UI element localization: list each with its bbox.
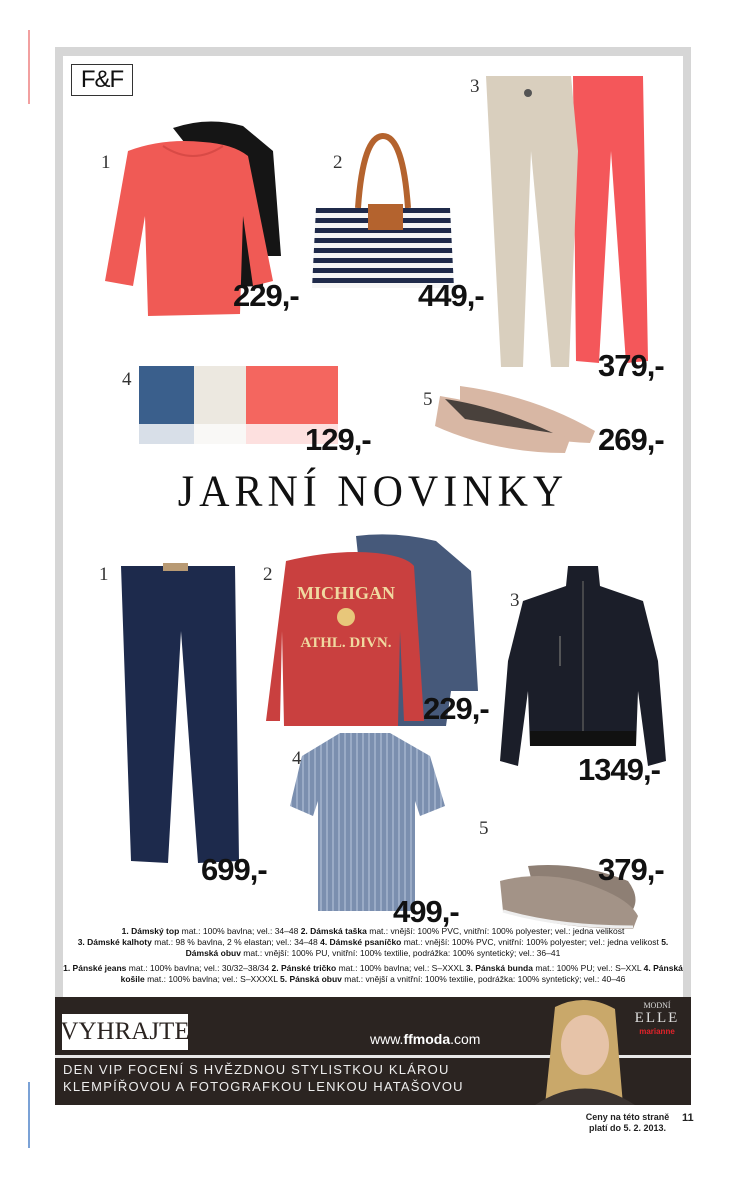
item-number: 3 bbox=[510, 590, 520, 611]
partner-logos: MODNÍ ELLE marianne bbox=[634, 1001, 680, 1036]
svg-text:MICHIGAN: MICHIGAN bbox=[297, 583, 395, 603]
mens-product-specs: 1. Pánské jeans mat.: 100% bavlna; vel.: 30/32–38/34 2. Pánské tričko mat.: 100% bavlna; vel.: S–XXXL 3. Pánská bunda mat.: 100% PU; vel.: S–XXL 4. Pánská košile mat.: 100% bavlna; vel.: S–XXXXL 5. Pánská obuv mat.: vnější a vnitřní: 100% textilie, podrážka: 100% syntetický; vel.: 40–46 bbox=[63, 963, 683, 984]
catalog-page bbox=[55, 47, 691, 1105]
section-headline: JARNÍ NOVINKY bbox=[177, 467, 569, 517]
price-tag: 129,- bbox=[305, 422, 371, 457]
item-number: 2 bbox=[333, 152, 343, 173]
item-number: 1 bbox=[101, 152, 111, 173]
item-number: 1 bbox=[99, 564, 109, 585]
promo-banner[interactable] bbox=[55, 997, 691, 1105]
validity-note: Ceny na této straně platí do 5. 2. 2013. bbox=[585, 1112, 670, 1133]
item-number: 2 bbox=[263, 564, 273, 585]
product-image-womens-shoes[interactable] bbox=[435, 381, 600, 461]
price-tag: 269,- bbox=[598, 422, 664, 457]
brand-logo: F&F bbox=[71, 64, 133, 96]
price-tag: 229,- bbox=[233, 278, 299, 313]
win-label: VYHRAJTE bbox=[62, 1014, 188, 1050]
price-tag: 229,- bbox=[423, 691, 489, 726]
womens-product-specs: 1. Dámský top mat.: 100% bavlna; vel.: 34–48 2. Dámská taška mat.: vnější: 100% PVC, vnitřní: 100% polyester; vel.: jedna velikost 3. Dámské kalhoty mat.: 98 % bavlna, 2 % elastan; vel.: 34–48 4. Dámské psaníčko mat.: vnější: 100% PVC, vnitřní: 100% polyester; vel.: jedna velikost 5. Dámská obuv mat.: vnější: 100% PU, vnitřní: 100% textilie, podrážka: 100% syntetický; vel.: 36–41 bbox=[77, 926, 669, 958]
price-tag: 379,- bbox=[598, 348, 664, 383]
item-number: 5 bbox=[479, 818, 489, 839]
product-area bbox=[63, 56, 683, 997]
svg-text:ATHL. DIVN.: ATHL. DIVN. bbox=[300, 635, 392, 651]
product-image-mens-shirt[interactable] bbox=[290, 731, 445, 916]
price-tag: 499,- bbox=[393, 894, 459, 929]
item-number: 4 bbox=[122, 369, 132, 390]
banner-description: DEN VIP FOCENÍ S HVĚZDNOU STYLISTKOU KLÁROU KLEMPÍŘOVOU A FOTOGRAFKOU LENKOU HATAŠOVOU bbox=[63, 1062, 464, 1094]
item-number: 3 bbox=[470, 76, 480, 97]
product-image-womens-bag[interactable] bbox=[308, 128, 458, 298]
item-number: 5 bbox=[423, 389, 433, 410]
product-image-womens-trousers[interactable] bbox=[481, 71, 656, 371]
margin-marker-bottom bbox=[28, 1082, 30, 1148]
price-tag: 699,- bbox=[201, 852, 267, 887]
price-tag: 1349,- bbox=[578, 752, 660, 787]
website-link[interactable]: www.ffmoda.com bbox=[370, 1031, 481, 1047]
product-image-mens-jeans[interactable] bbox=[113, 561, 243, 871]
page-number: 11 bbox=[682, 1112, 694, 1124]
item-number: 4 bbox=[292, 748, 302, 769]
price-tag: 449,- bbox=[418, 278, 484, 313]
price-tag: 379,- bbox=[598, 852, 664, 887]
product-image-mens-jacket[interactable] bbox=[498, 561, 668, 776]
margin-marker-top bbox=[28, 30, 30, 104]
